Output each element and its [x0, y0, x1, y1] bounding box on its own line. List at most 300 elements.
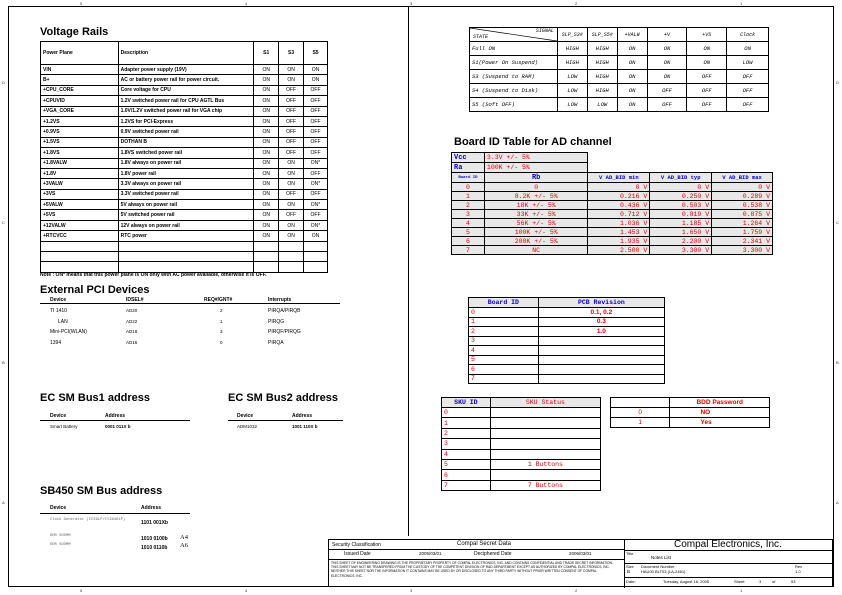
- col-mark-4-bottom: 4: [245, 588, 248, 593]
- voltage-rail-s5-state: ON*: [304, 220, 328, 230]
- pcb-board-id: 2: [469, 327, 539, 337]
- pci-header-1: IDSEL#: [126, 297, 144, 303]
- voltage-rail-s3-state: ON: [279, 168, 304, 178]
- voltage-rail-s3-state: ON: [279, 220, 304, 230]
- pcb-header-revision: PCB Revision: [538, 298, 664, 308]
- voltage-rail-row: [41, 220, 328, 230]
- ec-bus1-title: EC SM Bus1 address: [40, 392, 151, 404]
- col-mark-1-bottom: 1: [740, 588, 743, 593]
- board-id-cell: 2.500 V: [588, 246, 650, 255]
- voltage-rails-table: [40, 41, 328, 273]
- pci-cell: AD20: [126, 308, 138, 313]
- voltage-rail-s1-state: ON: [254, 220, 279, 230]
- board-id-row: [452, 192, 773, 201]
- power-state-value: OFF: [727, 98, 769, 112]
- tb-issued-value: 2005/03/01: [419, 551, 442, 556]
- pcb-revision-row: [469, 365, 665, 375]
- sb450-address-2: 1010 0110b: [141, 545, 168, 551]
- board-id-cell: 0 V: [588, 183, 650, 192]
- sku-id: 5: [442, 459, 491, 469]
- tb-title-value: Notes List: [651, 555, 672, 560]
- tb-size-label: Size: [626, 564, 634, 569]
- voltage-rail-power-plane: +RTCVCC: [41, 231, 119, 241]
- states-header-slp-s5: SLP_S5#: [587, 28, 617, 42]
- states-header-slp-s3: SLP_S3#: [557, 28, 587, 42]
- board-id-cell: 0.436 V: [588, 201, 650, 210]
- power-state-value: ON: [687, 42, 727, 56]
- tb-rule-2: [329, 559, 624, 560]
- voltage-rail-s3-state: ON: [279, 200, 304, 210]
- sku-status: 7 Buttons: [490, 480, 600, 490]
- tb-deciphered-label: Deciphered Date: [474, 551, 512, 557]
- power-state-value: OFF: [687, 98, 727, 112]
- sku-status: [490, 408, 600, 418]
- pci-cell: 1394: [50, 339, 62, 346]
- ec-bus2-header-rule: [228, 420, 343, 421]
- tb-title-label: Title: [626, 551, 634, 556]
- power-state-row: [470, 84, 769, 98]
- pcb-revision-value: 0.1, 0.2: [538, 308, 664, 318]
- pci-cell: Mini-PCI(WLAN): [50, 329, 87, 335]
- voltage-rail-s1-state: ON: [254, 179, 279, 189]
- voltage-rail-description: DOTHAN B: [118, 137, 254, 147]
- tb-rev-value: 1.0: [795, 569, 801, 574]
- voltage-rail-description: 1.2VS for PCI-Express: [118, 116, 254, 126]
- tb-of-value: 53: [791, 579, 796, 584]
- voltage-rail-s1-state: ON: [254, 210, 279, 220]
- power-state-name: S3 (Suspend to RAM): [470, 70, 558, 84]
- voltage-rail-description: 3.3V always on power rail: [118, 179, 254, 189]
- sb450-title: SB450 SM Bus address: [40, 485, 163, 497]
- col-mark-2-bottom: 2: [575, 588, 578, 593]
- board-header-id: Board ID: [452, 173, 485, 183]
- tb-security-value: Compal Secret Data: [457, 541, 512, 547]
- sku-row: [442, 480, 601, 490]
- bdd-password-value: Yes: [670, 418, 770, 428]
- voltage-rail-row: [41, 65, 328, 75]
- voltage-rail-s3-state: [279, 252, 304, 262]
- col-mark-4: 4: [245, 1, 248, 6]
- sku-id: 2: [442, 428, 491, 438]
- tb-company: Compal Electronics, Inc.: [674, 539, 782, 550]
- ec-bus1-device: Smart Battery: [50, 424, 78, 429]
- board-id-cell: 1.036 V: [588, 219, 650, 228]
- voltage-rail-s5-state: ON*: [304, 158, 328, 168]
- board-id-cell: 2.341 V: [712, 237, 773, 246]
- power-state-value: LOW: [587, 98, 617, 112]
- voltage-rail-s3-state: OFF: [279, 210, 304, 220]
- board-id-row: [452, 219, 773, 228]
- voltage-rail-s5-state: OFF: [304, 210, 328, 220]
- board-id-cell: 1.650 V: [650, 228, 712, 237]
- sku-row: [442, 439, 601, 449]
- sku-status: [490, 449, 600, 459]
- bdd-row: [611, 418, 770, 428]
- voltage-rail-power-plane: +1.5VS: [41, 137, 119, 147]
- board-id-cell: 1.185 V: [650, 219, 712, 228]
- voltage-rail-description: [118, 252, 254, 262]
- board-id-cell: 7: [452, 246, 485, 255]
- sku-status: 1 Buttons: [490, 459, 600, 469]
- pci-cell: AD16: [126, 339, 138, 345]
- bdd-header-blank: [611, 398, 670, 408]
- pci-cell: LAN: [58, 318, 68, 325]
- sku-row: [442, 470, 601, 480]
- voltage-rail-s3-state: OFF: [279, 189, 304, 199]
- tb-docnum-value: HAU00 BLT03 (LA-2461): [641, 569, 686, 574]
- voltage-rail-row: [41, 210, 328, 220]
- board-id-row: [452, 201, 773, 210]
- sku-id: 4: [442, 449, 491, 459]
- voltage-rail-s1-state: [254, 262, 279, 272]
- tb-disclaimer: THIS SHEET OF ENGINEERING DRAWING IS THE PROPRIETARY PROPERTY OF COMPAL ELECTRONICS, INC. AND CONTAINS CONFIDENTIAL AND TRADE SECRET INFORMATION. THIS SHEET MAY NOT BE TRANSFERED FROM THE CUSTODY OF THE COMPETENT DIVISION OF R&D DEPARTMENT EXCEPT AS AUTHORIZED BY COMPAL ELECTRONICS, INC. NEITHER THIS SHEET NOR THE INFORMATION IT CONTAINS MAY BE USED BY OR DISCLOSED TO ANY THIRD PARTY WITHOUT PRIOR WRITTEN CONSENT OF COMPAL ELECTRONICS, INC.: [331, 561, 613, 578]
- board-id-cell: 0: [452, 183, 485, 192]
- power-state-value: ON: [727, 42, 769, 56]
- voltage-rail-s5-state: ON: [304, 75, 328, 85]
- col-mark-3-bottom: 3: [410, 588, 413, 593]
- pci-header-rule: [40, 303, 340, 304]
- vcc-label: Vcc: [452, 153, 485, 163]
- voltage-rail-row: [41, 189, 328, 199]
- voltage-rail-row: [41, 241, 328, 251]
- board-id-cell: 18K +/- 5%: [484, 201, 588, 210]
- voltage-rail-s3-state: ON: [279, 179, 304, 189]
- voltage-rail-s1-state: ON: [254, 158, 279, 168]
- pci-cell: PIRQA/PIRQB: [268, 308, 301, 314]
- bdd-index: 0: [611, 408, 670, 418]
- voltage-rail-power-plane: +CPUVID: [41, 96, 119, 106]
- bdd-header-row: [611, 398, 770, 408]
- board-header-row: [452, 173, 773, 183]
- tb-sheet-label: Sheet: [734, 579, 745, 584]
- voltage-rail-s1-state: ON: [254, 189, 279, 199]
- pcb-header-board-id: Board ID: [469, 298, 539, 308]
- sb450-device-2: DDR SODMM: [50, 543, 71, 547]
- voltage-rails-title: Voltage Rails: [40, 26, 109, 38]
- voltage-rail-s3-state: OFF: [279, 116, 304, 126]
- col-mark-3: 3: [410, 1, 413, 6]
- voltage-rail-s5-state: ON: [304, 65, 328, 75]
- pcb-board-id: 4: [469, 346, 539, 356]
- power-states-table: [469, 27, 769, 112]
- ra-label: Ra: [452, 163, 485, 173]
- sku-status: [490, 428, 600, 438]
- board-id-row: [452, 210, 773, 219]
- states-header-clock: Clock: [727, 28, 769, 42]
- board-id-cell: 2: [452, 201, 485, 210]
- pci-cell: 3: [220, 329, 223, 334]
- sku-status: [490, 418, 600, 428]
- row-mark-c: C: [2, 220, 5, 225]
- states-header-vs: +VS: [687, 28, 727, 42]
- voltage-rail-s5-state: OFF: [304, 137, 328, 147]
- voltage-rail-description: 1.0V/1.2V switched power rail for VGA chip: [118, 106, 254, 116]
- voltage-rail-s5-state: OFF: [304, 168, 328, 178]
- voltage-rail-power-plane: +1.8VS: [41, 148, 119, 158]
- sku-row: [442, 428, 601, 438]
- voltage-rail-s5-state: OFF: [304, 116, 328, 126]
- state-signal-header: [470, 28, 558, 42]
- voltage-rail-s5-state: OFF: [304, 106, 328, 116]
- signal-label: SIGNAL: [535, 28, 554, 34]
- voltage-rail-s3-state: OFF: [279, 85, 304, 95]
- power-state-value: ON: [617, 84, 647, 98]
- power-state-value: OFF: [647, 84, 687, 98]
- header-power-plane: Power Plane: [41, 42, 119, 65]
- voltage-rail-s1-state: ON: [254, 106, 279, 116]
- row-mark-b: B: [2, 360, 5, 365]
- pcb-board-id: 7: [469, 374, 539, 384]
- ra-value: 100K +/- 5%: [484, 163, 588, 173]
- board-vcc-row: [452, 153, 773, 163]
- tb-of-label: of: [772, 579, 776, 584]
- bdd-row: [611, 408, 770, 418]
- sb450-device-1: DDR SODMM: [50, 534, 71, 538]
- pcb-revision-value: 0.3: [538, 317, 664, 327]
- board-id-cell: 200K +/- 5%: [484, 237, 588, 246]
- sku-id: 0: [442, 408, 491, 418]
- sku-status: [490, 470, 600, 480]
- board-header-rb: Rb: [484, 173, 588, 183]
- pci-header-0: Device: [50, 297, 67, 303]
- voltage-rail-power-plane: +1.2VS: [41, 116, 119, 126]
- voltage-rail-s3-state: ON: [279, 75, 304, 85]
- voltage-rail-power-plane: B+: [41, 75, 119, 85]
- sku-id: 6: [442, 470, 491, 480]
- board-id-cell: 3: [452, 210, 485, 219]
- board-id-cell: 0 V: [650, 183, 712, 192]
- pcb-revision-value: [538, 365, 664, 375]
- power-state-value: HIGH: [587, 42, 617, 56]
- pcb-revision-row: [469, 374, 665, 384]
- power-state-row: [470, 70, 769, 84]
- pcb-board-id: 0: [469, 308, 539, 318]
- board-id-cell: 0.289 V: [712, 192, 773, 201]
- board-id-cell: 2.200 V: [650, 237, 712, 246]
- voltage-rail-s3-state: ON: [279, 158, 304, 168]
- voltage-rail-s3-state: OFF: [279, 148, 304, 158]
- board-id-cell: 0.712 V: [588, 210, 650, 219]
- voltage-rail-row: [41, 252, 328, 262]
- voltage-rail-description: 5V switched power rail: [118, 210, 254, 220]
- tb-rev-label: Rev: [795, 564, 803, 569]
- board-id-cell: 4: [452, 219, 485, 228]
- voltage-rail-s1-state: ON: [254, 231, 279, 241]
- voltage-rail-s1-state: ON: [254, 137, 279, 147]
- states-header-v: +V: [647, 28, 687, 42]
- board-id-cell: 1.935 V: [588, 237, 650, 246]
- board-id-cell: 5: [452, 228, 485, 237]
- board-id-row: [452, 246, 773, 255]
- sku-id: 7: [442, 480, 491, 490]
- ec-bus2-title: EC SM Bus2 address: [228, 392, 339, 404]
- sku-row: [442, 408, 601, 418]
- tb-rule-3: [624, 550, 834, 551]
- power-state-value: HIGH: [587, 70, 617, 84]
- board-id-cell: 1.759 V: [712, 228, 773, 237]
- power-state-value: HIGH: [557, 56, 587, 70]
- row-mark-a-right: A: [836, 500, 839, 505]
- voltage-rail-power-plane: +12VALW: [41, 220, 119, 230]
- voltage-rail-description: Core voltage for CPU: [118, 85, 254, 95]
- sb450-slot-1: A4: [180, 534, 188, 541]
- ec-bus2-header-address: Address: [292, 413, 313, 419]
- voltage-rail-description: [118, 241, 254, 251]
- tb-rule-5: [624, 577, 834, 578]
- power-state-name: S5 (Soft OFF): [470, 98, 558, 112]
- voltage-rail-s1-state: ON: [254, 96, 279, 106]
- power-state-value: ON: [617, 42, 647, 56]
- voltage-rail-power-plane: [41, 241, 119, 251]
- voltage-rail-description: 5V always on power rail: [118, 200, 254, 210]
- pcb-revision-value: [538, 336, 664, 346]
- voltage-rail-description: 3.3V switched power rail: [118, 189, 254, 199]
- voltage-rail-power-plane: [41, 262, 119, 272]
- board-id-cell: 0: [484, 183, 588, 192]
- voltage-rail-s3-state: OFF: [279, 96, 304, 106]
- voltage-rail-s5-state: [304, 241, 328, 251]
- voltage-rail-s5-state: OFF: [304, 85, 328, 95]
- tb-rule-1: [329, 549, 624, 550]
- power-state-value: OFF: [687, 70, 727, 84]
- power-state-row: [470, 98, 769, 112]
- pcb-revision-table: [468, 297, 665, 384]
- voltage-rail-row: [41, 96, 328, 106]
- pcb-revision-row: [469, 355, 665, 365]
- voltage-rail-description: RTC power: [118, 231, 254, 241]
- sb450-device-0: Clock Generator (ICS9LP/CY28461P): [50, 518, 126, 522]
- voltage-rail-row: [41, 262, 328, 272]
- ec-bus2-address: 1001 110X b: [292, 424, 318, 429]
- power-state-row: [470, 56, 769, 70]
- voltage-rail-s1-state: [254, 252, 279, 262]
- board-ra-row: [452, 163, 773, 173]
- sb450-header-rule: [40, 513, 190, 514]
- board-id-cell: 0.503 V: [650, 201, 712, 210]
- pcb-board-id: 5: [469, 355, 539, 365]
- board-id-cell: 0.819 V: [650, 210, 712, 219]
- sb450-slot-2: A6: [180, 542, 188, 549]
- pci-cell: 1: [220, 318, 223, 324]
- ec-bus2-header-device: Device: [237, 413, 254, 419]
- voltage-rail-description: 1.8VS switched power rail: [118, 148, 254, 158]
- pcb-revision-row: [469, 336, 665, 346]
- voltage-rail-s1-state: [254, 241, 279, 251]
- voltage-rail-row: [41, 75, 328, 85]
- power-state-value: HIGH: [587, 84, 617, 98]
- row-mark-b-right: B: [836, 360, 839, 365]
- voltage-rail-s5-state: ON*: [304, 179, 328, 189]
- voltage-rail-row: [41, 179, 328, 189]
- col-mark-5: 5: [80, 1, 83, 6]
- voltage-rail-s3-state: [279, 262, 304, 272]
- voltage-rail-power-plane: +5VALW: [41, 200, 119, 210]
- header-s5: S5: [304, 42, 328, 65]
- board-id-row: [452, 237, 773, 246]
- sku-id: 1: [442, 418, 491, 428]
- voltage-rail-s5-state: OFF: [304, 148, 328, 158]
- pcb-board-id: 1: [469, 317, 539, 327]
- voltage-rail-s3-state: ON: [279, 65, 304, 75]
- board-id-cell: 1: [452, 192, 485, 201]
- voltage-rail-s1-state: ON: [254, 168, 279, 178]
- board-id-cell: 0.250 V: [650, 192, 712, 201]
- sku-row: [442, 418, 601, 428]
- board-header-max: V AD_BID max: [712, 173, 773, 183]
- voltage-rail-s3-state: OFF: [279, 106, 304, 116]
- voltage-rail-s3-state: OFF: [279, 137, 304, 147]
- voltage-rail-power-plane: +3VS: [41, 189, 119, 199]
- header-s3: S3: [279, 42, 304, 65]
- ec-bus1-header-address: Address: [105, 413, 126, 419]
- voltage-rail-s1-state: ON: [254, 65, 279, 75]
- tb-date-value: Tuesday, August 16, 2005: [663, 579, 710, 584]
- power-states-header: [470, 28, 769, 42]
- sku-header-status: SKU Status: [490, 398, 600, 408]
- bdd-index: 1: [611, 418, 670, 428]
- pcb-revision-value: [538, 346, 664, 356]
- voltage-rails-header: [41, 42, 328, 65]
- power-state-value: LOW: [557, 84, 587, 98]
- sku-row: [442, 449, 601, 459]
- pcb-revision-row: [469, 308, 665, 318]
- vcc-value: 3.3V +/- 5%: [484, 153, 588, 163]
- power-state-value: HIGH: [557, 42, 587, 56]
- voltage-rail-s5-state: [304, 262, 328, 272]
- power-state-row: [470, 42, 769, 56]
- voltage-rail-row: [41, 106, 328, 116]
- pci-cell: 0: [220, 339, 223, 345]
- board-id-cell: 0 V: [712, 183, 773, 192]
- frame-left: [8, 6, 9, 587]
- board-id-cell: 1.453 V: [588, 228, 650, 237]
- tb-size-value: B: [627, 569, 631, 574]
- pci-title: External PCI Devices: [40, 284, 150, 296]
- pci-cell: TI 1410: [50, 308, 67, 314]
- board-id-cell: 6: [452, 237, 485, 246]
- col-mark-5-bottom: 5: [80, 588, 83, 593]
- board-id-cell: 56K +/- 5%: [484, 219, 588, 228]
- voltage-rail-s3-state: [279, 241, 304, 251]
- tb-deciphered-value: 2006/03/01: [569, 551, 592, 556]
- board-id-cell: 1.264 V: [712, 219, 773, 228]
- sb450-address-0: 1101 001Xb: [141, 520, 168, 526]
- voltage-rail-description: 12V always on power rail: [118, 220, 254, 230]
- section-divider: [408, 6, 409, 536]
- pcb-board-id: 6: [469, 365, 539, 375]
- sku-id: 3: [442, 439, 491, 449]
- states-header-valw: +VALW: [617, 28, 647, 42]
- board-id-cell: 0.875 V: [712, 210, 773, 219]
- board-id-cell: 0.538 V: [712, 201, 773, 210]
- voltage-rail-row: [41, 137, 328, 147]
- row-mark-d: D: [2, 80, 5, 85]
- board-id-cell: 8.2K +/- 5%: [484, 192, 588, 201]
- row-mark-c-right: C: [836, 220, 839, 225]
- power-state-value: ON: [647, 70, 687, 84]
- pci-cell: PIRQA: [268, 339, 284, 346]
- pcb-board-id: 3: [469, 336, 539, 346]
- sku-status: [490, 439, 600, 449]
- voltage-rail-description: AC or battery power rail for power circuit.: [118, 75, 254, 85]
- voltage-rail-power-plane: +0.9VS: [41, 127, 119, 137]
- tb-docnum-label: Document Number: [641, 564, 675, 569]
- power-state-value: OFF: [727, 84, 769, 98]
- voltage-rail-power-plane: +1.8V: [41, 168, 119, 178]
- pcb-header-row: [469, 298, 665, 308]
- ec-bus1-address: 0001 011X b: [105, 424, 131, 429]
- board-header-typ: V AD_BID typ: [650, 173, 712, 183]
